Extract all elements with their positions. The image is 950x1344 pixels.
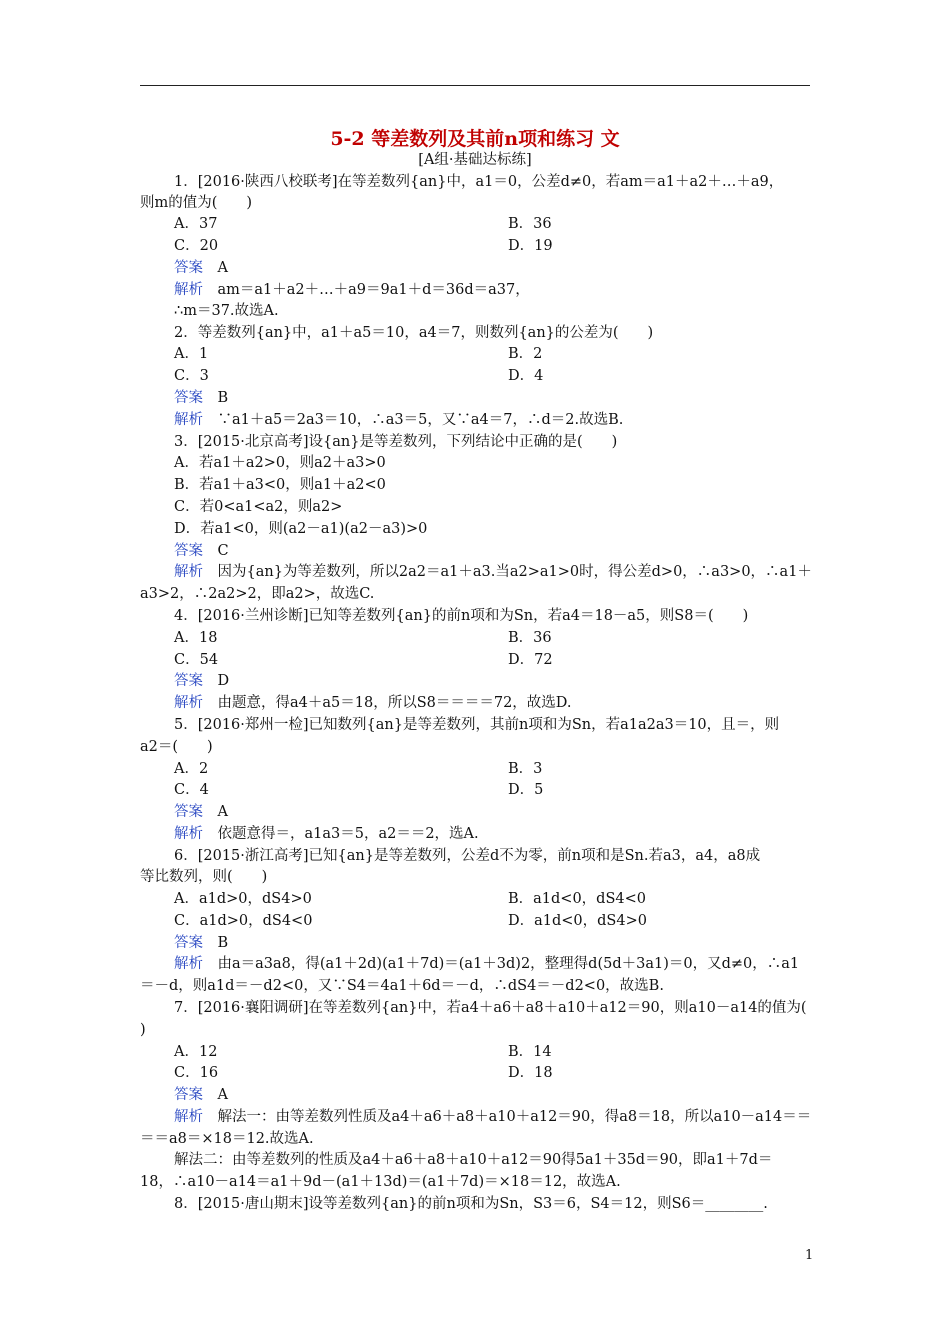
- text-line: B．若a1＋a3<0，则a1＋a2<0: [174, 477, 386, 493]
- text-line: A．18: [174, 630, 218, 646]
- text-line: [174, 1107, 811, 1127]
- text-line: 7．[2016·襄阳调研]在等差数列{an}中，若a4＋a6＋a8＋a10＋a12＝90，则a10－a14的值为(: [174, 1000, 807, 1016]
- option-right: B．a1d<0，dS4<0: [508, 891, 646, 907]
- answer-label: 解析: [174, 826, 203, 842]
- text-line: [174, 541, 229, 561]
- answer-label: 解析: [174, 282, 203, 298]
- text-line: C．a1d>0，dS4<0: [174, 913, 313, 929]
- text-line: A．1: [174, 346, 209, 362]
- text-line: [174, 693, 572, 713]
- text-line: C．3: [174, 368, 209, 384]
- text-line: [174, 410, 623, 430]
- answer-text: A: [203, 804, 228, 820]
- answer-label: 答案: [174, 673, 203, 689]
- text-line: [174, 258, 228, 278]
- text-line: A．37: [174, 216, 218, 232]
- answer-label: 答案: [174, 260, 203, 276]
- answer-text: A: [203, 1087, 228, 1103]
- text-line: C．16: [174, 1065, 219, 1081]
- answer-label: 解析: [174, 1109, 203, 1125]
- answer-label: 解析: [174, 695, 203, 711]
- option-right: D．19: [508, 238, 553, 254]
- text-line: 8．[2015·唐山期末]设等差数列{an}的前n项和为Sn，S3＝6，S4＝12，则S6＝________.: [174, 1196, 768, 1212]
- option-right: D．18: [508, 1065, 553, 1081]
- text-line: 6．[2015·浙江高考]已知{an}是等差数列，公差d不为零，前n项和是Sn.若a3，a4，a8成: [174, 848, 761, 864]
- answer-text: B: [203, 390, 229, 406]
- text-line: [174, 671, 229, 691]
- text-line: 3．[2015·北京高考]设{an}是等差数列，下列结论中正确的是( ): [174, 434, 618, 450]
- answer-text: 依题意得＝，a1a3＝5，a2＝＝2，选A.: [203, 826, 479, 842]
- answer-label: 答案: [174, 804, 203, 820]
- option-right: D．a1d<0，dS4>0: [508, 913, 647, 929]
- text-line: ＝－d，则a1d＝－d2<0，又∵S4＝4a1＋6d＝－d，∴dS4＝－d2<0，故选B.: [140, 978, 664, 994]
- answer-label: 答案: [174, 935, 203, 951]
- answer-label: 解析: [174, 564, 203, 580]
- text-line: A．若a1＋a2>0，则a2＋a3>0: [174, 455, 386, 471]
- option-right: D．5: [508, 782, 544, 798]
- option-right: D．4: [508, 368, 544, 384]
- text-line: 1．[2016·陕西八校联考]在等差数列{an}中，a1＝0，公差d≠0，若am＝a1＋a2＋…＋a9，: [174, 174, 784, 190]
- header-rule: [140, 85, 810, 86]
- option-right: D．72: [508, 652, 553, 668]
- page-number: 1: [805, 1248, 814, 1263]
- option-right: B．14: [508, 1044, 552, 1060]
- text-line: C．54: [174, 652, 219, 668]
- option-right: B．36: [508, 216, 552, 232]
- text-line: 2．等差数列{an}中，a1＋a5＝10，a4＝7，则数列{an}的公差为( ): [174, 325, 654, 341]
- answer-text: 解法一：由等差数列性质及a4＋a6＋a8＋a10＋a12＝90，得a8＝18，所以a10－a14＝＝: [203, 1109, 812, 1125]
- answer-label: 答案: [174, 543, 203, 559]
- answer-label: 解析: [174, 956, 203, 972]
- text-line: [174, 388, 228, 408]
- answer-text: D: [203, 673, 230, 689]
- answer-text: ∵a1＋a5＝2a3＝10，∴a3＝5，又∵a4＝7，∴d＝2.故选B.: [203, 412, 624, 428]
- text-line: a2＝( ): [140, 739, 213, 755]
- option-right: B．3: [508, 761, 543, 777]
- text-line: C．若0<a1<a2，则a2>: [174, 499, 343, 515]
- text-line: 则m的值为( ): [140, 195, 253, 211]
- text-line: [174, 562, 812, 582]
- option-right: B．36: [508, 630, 552, 646]
- answer-text: 由题意，得a4＋a5＝18，所以S8＝＝＝＝72，故选D.: [203, 695, 572, 711]
- answer-text: am＝a1＋a2＋…＋a9＝9a1＋d＝36d＝a37，: [203, 282, 530, 298]
- answer-text: B: [203, 935, 229, 951]
- answer-text: 由a＝a3a8，得(a1＋2d)(a1＋7d)＝(a1＋3d)2，整理得d(5d＋3a1)＝0，又d≠0，∴a1: [203, 956, 800, 972]
- section-subtitle: [A组·基础达标练]: [418, 152, 532, 168]
- option-right: B．2: [508, 346, 543, 362]
- answer-label: 解析: [174, 412, 203, 428]
- page-title: 5-2 等差数列及其前n项和练习 文: [330, 128, 620, 150]
- text-line: A．12: [174, 1044, 218, 1060]
- text-line: [174, 280, 530, 300]
- text-line: ∴m＝37.故选A.: [174, 303, 279, 319]
- text-line: [174, 802, 228, 822]
- text-line: [174, 1085, 228, 1105]
- text-line: [174, 933, 228, 953]
- text-line: 4．[2016·兰州诊断]已知等差数列{an}的前n项和为Sn，若a4＝18－a5，则S8＝( ): [174, 608, 749, 624]
- text-line: 18，∴a10－a14＝a1＋9d－(a1＋13d)＝(a1＋7d)＝×18＝12，故选A.: [140, 1174, 621, 1190]
- answer-text: C: [203, 543, 229, 559]
- text-line: A．a1d>0，dS4>0: [174, 891, 312, 907]
- text-line: D．若a1<0，则(a2－a1)(a2－a3)>0: [174, 521, 428, 537]
- text-line: C．4: [174, 782, 209, 798]
- text-line: ): [140, 1022, 146, 1038]
- text-line: 解法二：由等差数列的性质及a4＋a6＋a8＋a10＋a12＝90得5a1＋35d＝90，即a1＋7d＝: [174, 1152, 773, 1168]
- answer-label: 答案: [174, 390, 203, 406]
- text-line: [174, 954, 799, 974]
- text-line: a3>2，∴2a2>2，即a2>，故选C.: [140, 586, 375, 602]
- answer-text: A: [203, 260, 228, 276]
- text-line: 等比数列，则( ): [140, 869, 268, 885]
- answer-text: 因为{an}为等差数列，所以2a2＝a1＋a3.当a2>a1>0时，得公差d>0，∴a3>0，∴a1＋: [203, 564, 812, 580]
- text-line: 5．[2016·郑州一检]已知数列{an}是等差数列，其前n项和为Sn，若a1a2a3＝10，且＝，则: [174, 717, 780, 733]
- text-line: C．20: [174, 238, 219, 254]
- text-line: [174, 824, 479, 844]
- text-line: ＝＝a8＝×18＝12.故选A.: [140, 1131, 314, 1147]
- answer-label: 答案: [174, 1087, 203, 1103]
- text-line: A．2: [174, 761, 209, 777]
